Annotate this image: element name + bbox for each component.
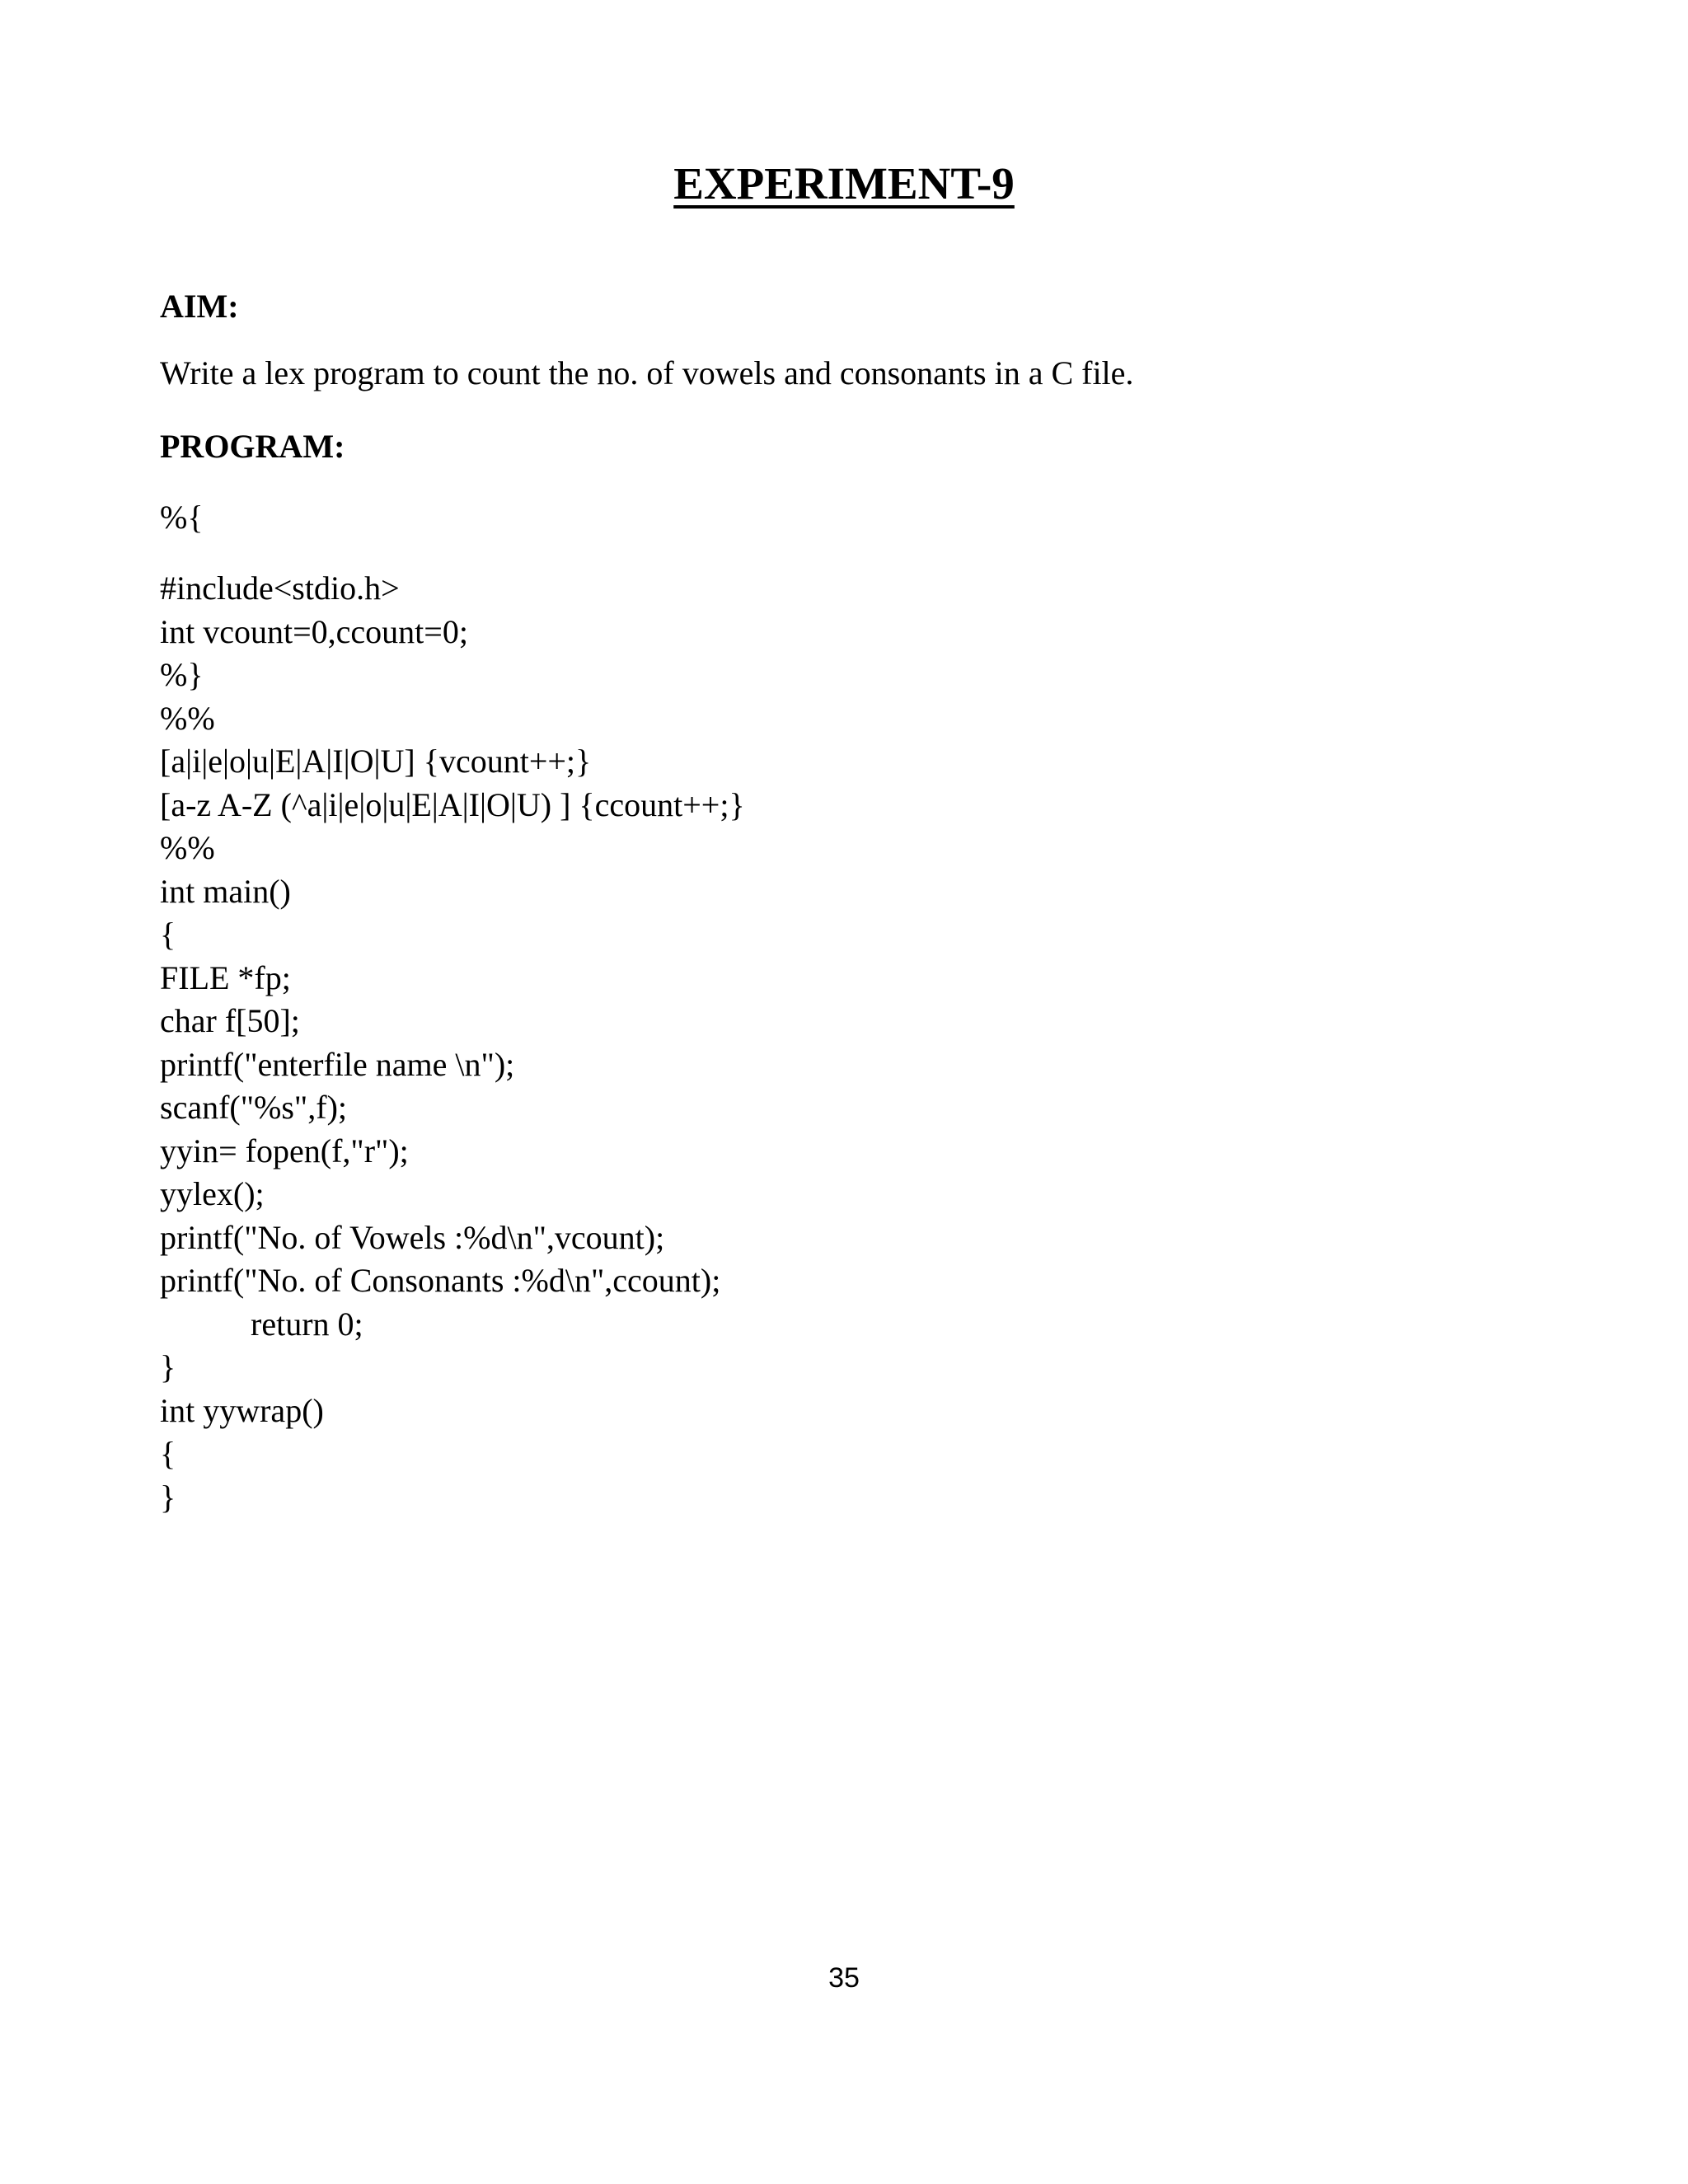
aim-heading: AIM: — [160, 288, 239, 325]
code-line: int vcount=0,ccount=0; — [160, 612, 468, 650]
code-line: char f[50]; — [160, 1002, 300, 1039]
code-line: int yywrap() — [160, 1391, 324, 1429]
code-line: } — [160, 1478, 176, 1516]
code-line: [a-z A-Z (^a|i|e|o|u|E|A|I|O|U) ] {ccount++;} — [160, 785, 745, 823]
code-definitions-open: %{ — [160, 499, 204, 536]
code-line: [a|i|e|o|u|E|A|I|O|U] {vcount++;} — [160, 743, 592, 780]
code-line: printf("enterfile name \n"); — [160, 1045, 515, 1083]
code-line: { — [160, 1435, 176, 1472]
code-line: int main() — [160, 872, 291, 910]
code-line: scanf("%s",f); — [160, 1089, 348, 1126]
code-line: FILE *fp; — [160, 958, 291, 996]
page-number: 35 — [828, 1962, 860, 1994]
code-line: yyin= fopen(f,"r"); — [160, 1132, 409, 1169]
aim-text: Write a lex program to count the no. of vowels and consonants in a C file. — [160, 354, 1134, 391]
page-title: EXPERIMENT-9 — [673, 158, 1015, 209]
code-line: printf("No. of Vowels :%d\n",vcount); — [160, 1218, 665, 1256]
code-line: printf("No. of Consonants :%d\n",ccount); — [160, 1262, 721, 1299]
code-line: #include<stdio.h> — [160, 569, 400, 607]
code-line: %} — [160, 656, 204, 693]
code-block — [160, 567, 745, 1519]
code-line: return 0; — [160, 1305, 363, 1343]
code-line: %% — [160, 699, 215, 737]
code-line: { — [160, 916, 176, 953]
program-heading: PROGRAM: — [160, 428, 345, 465]
code-line: %% — [160, 829, 215, 866]
code-line: } — [160, 1348, 176, 1385]
code-line: yylex(); — [160, 1175, 265, 1212]
